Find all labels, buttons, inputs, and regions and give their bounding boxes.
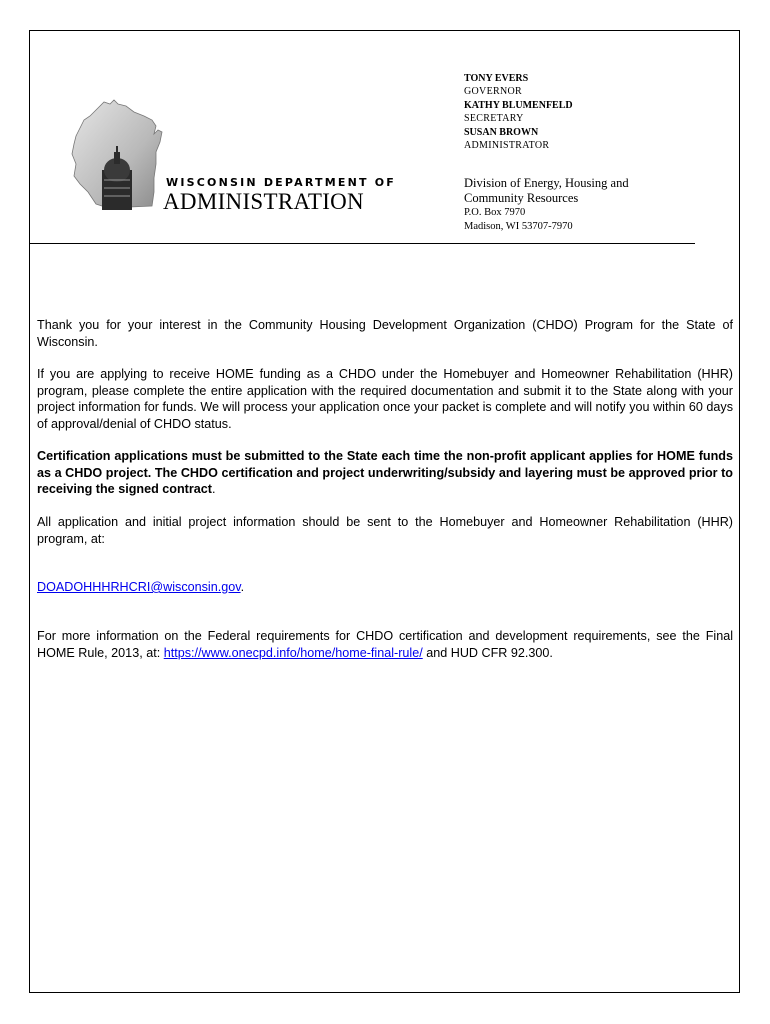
certification-paragraph [37,448,733,498]
division-address [464,176,629,234]
doa-logo [68,96,396,218]
instructions-paragraph: If you are applying to receive HOME funding as a CHDO under the Homebuyer and Homeowner Rehabilitation (HHR) program, please complete the entire application with the required documentation and submit it to the State along with your project information for funds. We will process your application once your packet is complete and will notify you within 60 days of approval/denial of CHDO status. [37,367,733,431]
official-name: TONY EVERS [464,73,529,84]
federal-requirements-paragraph [37,628,733,661]
wisconsin-map-icon [68,96,164,214]
email-paragraph [37,579,733,596]
certification-period: . [211,482,216,496]
federal-requirements-text: For more information on the Federal requirements for CHDO certification and development requirements, see the Final HOME Rule, 2013, at: [37,629,733,660]
official-title: SECRETARY [464,113,524,124]
email-link[interactable]: DOADOHHHRHCRI@wisconsin.gov [37,580,241,594]
official-title: GOVERNOR [464,86,522,97]
division-name-line2: Community Resources [464,191,579,205]
logo-administration-text: ADMINISTRATION [163,189,364,214]
intro-paragraph: Thank you for your interest in the Community Housing Development Organization (CHDO) Program for the State of Wisconsin. [37,318,733,349]
division-name-line1: Division of Energy, Housing and [464,176,629,190]
header-divider [29,243,695,244]
city-state-zip: Madison, WI 53707-7970 [464,221,573,232]
officials-block [464,72,573,153]
hud-final-rule-link[interactable]: https://www.onecpd.info/home/home-final-rule/ [163,645,423,660]
po-box: P.O. Box 7970 [464,207,526,218]
federal-requirements-end: and HUD CFR 92.300. [422,645,553,660]
official-name: SUSAN BROWN [464,127,539,138]
certification-bold-text: Certification applications must be submitted to the State each time the non-profit applicant applies for HOME funds as a CHDO project. The CHDO certification and project underwriting/subsidy and layering must be approved prior to receiving the signed contract [37,449,733,496]
official-name: KATHY BLUMENFELD [464,100,573,111]
email-period: . [240,580,245,594]
logo-department-text: WISCONSIN DEPARTMENT OF [166,176,396,189]
official-title: ADMINISTRATOR [464,140,550,151]
submission-paragraph: All application and initial project information should be sent to the Homebuyer and Homeowner Rehabilitation (HHR) program, at: [37,515,733,546]
